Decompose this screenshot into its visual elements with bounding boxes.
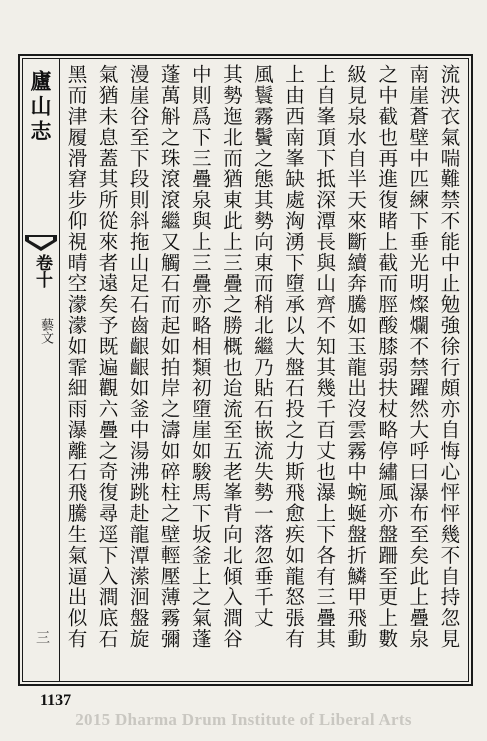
fish-tail-mark-icon (25, 235, 57, 251)
text-column: 其勢迤北而猶東此上三疊之勝概也迨流至五老峯背向北傾入澗谷 (219, 64, 243, 650)
fold-number: 三 (34, 630, 50, 644)
text-column: 中則爲下三疊泉與上三疊亦略相類初墮崖如駿馬下坂釜上之氣蓬 (188, 64, 212, 650)
text-column: 上由西南峯缺處洶湧下墮承以大盤石投之力斯飛愈疾如龍怒張有 (281, 64, 305, 650)
section-label: 藝文 (38, 318, 53, 344)
text-column: 級見泉水自半天來斷續奔騰如玉龍出沒雲霧中蜿蜒盤折鱗甲飛動 (343, 64, 367, 650)
margin-column (22, 58, 60, 682)
text-column: 上自峯頂下抵深潭長與山齊不知其幾千百丈也瀑上下各有三疊其 (312, 64, 336, 650)
book-title: 廬山志 (28, 70, 53, 145)
text-column: 氣猶未息蓋其所從來者遠矣予既遍觀六疊之奇復尋逕下入澗底石 (95, 64, 119, 650)
text-column: 漫崖谷至下段則斜拖山足石齒齦齦如釜中湯沸跳赴龍潭潆洄盤旋 (126, 64, 150, 650)
watermark: 2015 Dharma Drum Institute of Liberal Arts (75, 710, 412, 729)
text-column: 黑而津履滑窘步仰視晴空濛濛如霏細雨瀑離石飛騰生氣逼出似有 (64, 64, 87, 650)
volume-label: 卷十 (32, 254, 52, 288)
text-column: 蓬萬斛之珠滾滾繼又觸石而起如拍岸之濤如碎柱之壁輕壓薄霧彌 (157, 64, 181, 650)
text-column: 風鬟霧鬢之態其勢向東而稍北繼乃貼石嵌流失勢一落忽垂千丈 (250, 64, 274, 629)
text-body (60, 64, 464, 676)
page-number: 1137 (40, 692, 72, 709)
text-column: 流泱衣氣喘難禁不能中止勉強徐行頗亦自悔心怦怦幾不自持忽見 (436, 64, 460, 650)
text-column: 南崖蒼壁中匹練下垂光明燦爛不禁躍然大呼曰瀑布至矣此上疊泉 (405, 64, 429, 650)
text-column: 之中截也再進復睹上截而脛酸膝弱扶杖略停繡風亦盤跚至更上數 (374, 64, 398, 650)
